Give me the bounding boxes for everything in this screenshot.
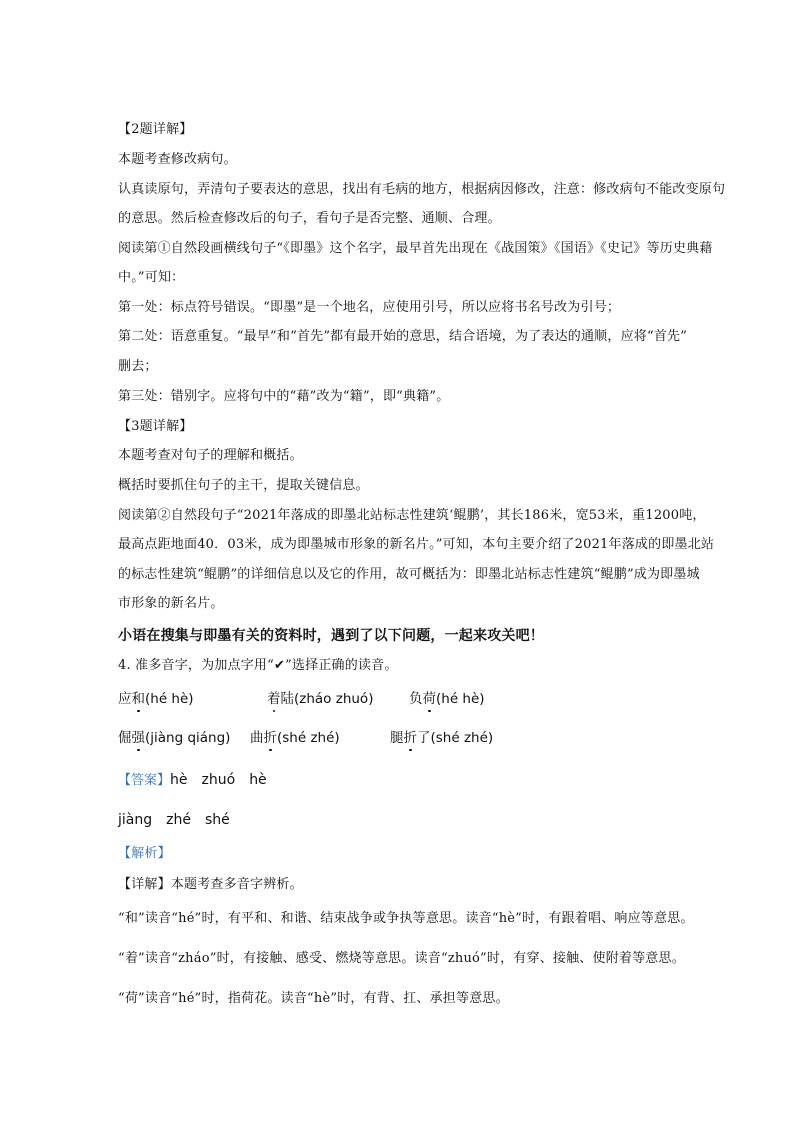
q2-line-8: 删去； [118, 359, 158, 374]
q2-line-7: 第二处：语意重复。“最早”和“首先”都有最开始的意思，结合语境，为了表达的通顺，应将“首先” [118, 329, 688, 344]
q2-line-3: 的意思。然后检查修改后的句子，看句子是否完整、通顺、合理。 [118, 211, 501, 226]
dotted-char: 折 [403, 730, 417, 746]
answer-row-1: 【答案】hè zhuó hè [118, 772, 267, 788]
q2-line-5: 中。”可知： [118, 270, 185, 285]
q3-heading: 【3题详解】 [118, 419, 193, 434]
detail-label: 【详解】 [118, 877, 171, 892]
dotted-char: 荷 [422, 691, 436, 707]
q3-line-2: 概括时要抓住句子的主干，提取关键信息。 [118, 478, 369, 493]
q2-line-6: 第一处：标点符号错误。“即墨”是一个地名，应使用引号，所以应将书名号改为引号； [118, 300, 621, 315]
q2-heading: 【2题详解】 [118, 122, 193, 137]
q2-line-9: 第三处：错别字。应将句中的“藉”改为“籍”，即“典籍”。 [118, 389, 450, 404]
q3-line-5: 的标志性建筑“鲲鹏”的详细信息以及它的作用，故可概括为：即墨北站标志性建筑“鲲鹏”成为即墨城 [118, 567, 700, 582]
detail-line [118, 876, 738, 894]
answer-label: 【答案】 [118, 773, 171, 788]
answer-row-2: jiàng zhé shé [118, 812, 230, 828]
section-intro: 小语在搜集与即墨有关的资料时，遇到了以下问题，一起来攻关吧！ [118, 628, 544, 644]
analysis-label: 【解析】 [118, 846, 171, 861]
q3-line-1: 本题考查对句子的理解和概括。 [118, 448, 303, 463]
option-tuizhele: 腿折了(shé zhé) [390, 730, 494, 746]
dotted-char: 和 [131, 691, 145, 707]
dotted-char: 强 [131, 730, 145, 746]
q3-line-6: 市形象的新名片。 [118, 596, 224, 611]
explanation-zhe: “着”读音“zháo”时，有接触、感受、燃烧等意思。读音“zhuó”时，有穿、接触、使附着等意思。 [118, 951, 685, 966]
option-quzhe: 曲折(shé zhé) [250, 730, 340, 746]
option-yinghe: 应和(hé hè) [118, 691, 194, 707]
q2-line-4: 阅读第①自然段画横线句子“《即墨》这个名字，最早首先出现在《战国策》《国语》《史记》等历史典藉 [118, 241, 713, 256]
option-fuhe: 负荷(hé hè) [409, 691, 485, 707]
detail-text: 本题考查多音字辨析。 [170, 877, 303, 892]
option-zhaolu: 着陆(zháo zhuó) [267, 691, 374, 707]
explanation-he: “和”读音“hé”时，有平和、和谐、结束战争或争执等意思。读音“hè”时，有跟着唱、响应等意思。 [118, 911, 694, 926]
dotted-char: 着 [267, 691, 281, 707]
q2-line-1: 本题考查修改病句。 [118, 152, 237, 167]
explanation-he2: “荷”读音“hé”时，指荷花。读音“hè”时，有背、扛、承担等意思。 [118, 991, 509, 1006]
dotted-char: 折 [263, 730, 277, 746]
q2-line-2: 认真读原句，弄清句子要表达的意思，找出有毛病的地方，根据病因修改，注意：修改病句不能改变原句 [118, 182, 726, 197]
q3-line-3: 阅读第②自然段句子“2021年落成的即墨北站标志性建筑‘鲲鹏’，其长186米，宽53米，重1200吨， [118, 508, 706, 523]
q4-prompt: 4. 准多音字，为加点字用“✔”选择正确的读音。 [118, 658, 398, 673]
option-juejiang: 倔强(jiàng qiáng) [118, 730, 231, 746]
q3-line-4: 最高点距地面40．03米，成为即墨城市形象的新名片。”可知，本句主要介绍了2021年落成的即墨北站 [118, 537, 715, 552]
